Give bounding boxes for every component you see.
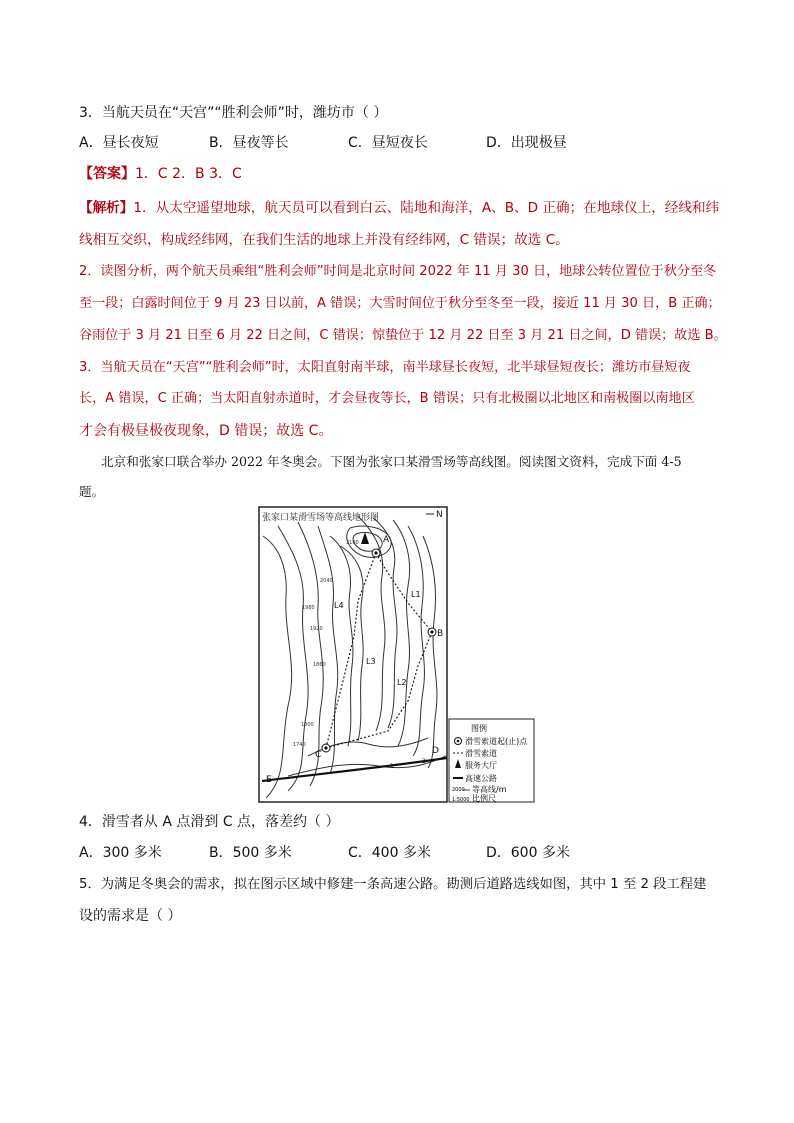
q3-option-c: C．昼短夜长	[348, 135, 428, 151]
contour-label-2040: 2040	[320, 578, 333, 584]
map-title: 张家口某滑雪场等高线地形图	[262, 513, 380, 523]
map-legend	[449, 719, 534, 803]
legend-scale-sample: 1:5000	[452, 797, 470, 803]
contour-label-1800: 1800	[301, 722, 314, 728]
contour-map	[258, 506, 536, 804]
analysis-line-2: 线相互交织，构成经纬网，在我们生活的地球上并没有经纬网，C 错误；故选 C。	[79, 232, 569, 248]
label-l2: L2	[397, 678, 407, 687]
label-l4: L4	[334, 601, 344, 610]
label-b: B	[437, 629, 444, 639]
analysis-tag: 【解析】	[79, 200, 134, 216]
north-label: N	[436, 510, 443, 520]
question-5-line-2: 设的需求是（ ）	[79, 908, 182, 924]
answer-text: 1．C 2．B 3．C	[135, 166, 242, 182]
contour-label-1980: 1980	[302, 605, 315, 611]
label-l3: L3	[366, 657, 376, 666]
contour-label-1740: 1740	[293, 742, 306, 748]
legend-contour: 等高线/m	[472, 785, 507, 794]
label-e: E	[266, 775, 272, 785]
legend-ski-lift: 滑雪索道	[465, 749, 497, 758]
label-l1: L1	[411, 590, 421, 599]
analysis-line-4: 至一段；白露时间位于 9 月 23 日以前，A 错误；大雪时间位于秋分至冬至一段，接近 11 月 30 日，B 正确；	[79, 296, 721, 311]
highway-point-2: 2	[422, 758, 426, 765]
analysis-line-3: 2．读图分析，两个航天员乘组“胜利会师”时间是北京时间 2022 年 11 月 30 日，地球公转位置位于秋分至冬	[79, 264, 717, 279]
contour-label-2100: 2100	[346, 540, 359, 546]
legend-highway: 高速公路	[465, 774, 497, 783]
label-d: D	[432, 746, 439, 756]
label-c: C	[315, 750, 322, 760]
analysis-line-6: 3．当航天员在“天宫”“胜利会师”时，太阳直射南半球，南半球昼长夜短，北半球昼短夜长；潍坊市昼短夜	[79, 360, 691, 375]
analysis-line-7: 长，A 错误，C 正确；当太阳直射赤道时，才会昼夜等长，B 错误；只有北极圈以北地区和南极圈以南地区	[79, 391, 695, 406]
q4-option-d: D．600 多米	[486, 845, 570, 861]
analysis-text-1: 1．从太空遥望地球，航天员可以看到白云、陆地和海洋，A、B、D 正确；在地球仪上，经线和纬	[133, 200, 720, 216]
legend-scale: 比例尺	[472, 794, 496, 803]
intro-line-2: 题。	[79, 484, 105, 499]
answer-line	[79, 164, 242, 184]
intro-line-1: 北京和张家口联合举办 2022 年冬奥会。下图为张家口某滑雪场等高线图。阅读图文资料，完成下面 4-5	[101, 454, 682, 469]
label-a: A	[383, 535, 390, 545]
q4-option-b: B．500 多米	[209, 845, 292, 861]
q3-option-d: D．出现极昼	[486, 135, 567, 151]
analysis-line-1	[79, 198, 719, 218]
highway-point-1: 1	[390, 763, 394, 770]
q3-option-a: A．昼长夜短	[79, 135, 159, 151]
question-5-line-1: 5．为满足冬奥会的需求，拟在图示区域中修建一条高速公路。勘测后道路选线如图，其中 1 至 2 段工程建	[79, 877, 707, 892]
analysis-line-5: 谷雨位于 3 月 21 日至 6 月 22 日之间，C 错误；惊蛰位于 12 月 22 日至 3 月 21 日之间，D 错误；故选 B。	[79, 328, 727, 343]
analysis-line-8: 才会有极昼极夜现象，D 错误；故选 C。	[79, 423, 333, 439]
contour-label-1920: 1920	[310, 626, 323, 632]
answer-tag: 【答案】	[79, 166, 135, 182]
q4-option-c: C．400 多米	[348, 845, 431, 861]
legend-title: 图例	[471, 724, 487, 733]
contour-label-1860: 1860	[313, 662, 326, 668]
legend-contour-sample: 2000	[452, 787, 465, 793]
question-4-stem: 4．滑雪者从 A 点滑到 C 点，落差约（ ）	[79, 814, 340, 830]
q4-option-a: A．300 多米	[79, 845, 162, 861]
legend-service-hall: 服务大厅	[465, 761, 497, 770]
legend-lift-point: 滑雪索道起(止)点	[465, 737, 528, 746]
q3-option-b: B．昼夜等长	[209, 135, 289, 151]
question-3-stem: 3．当航天员在“天宫”“胜利会师”时，潍坊市（ ）	[79, 105, 388, 121]
